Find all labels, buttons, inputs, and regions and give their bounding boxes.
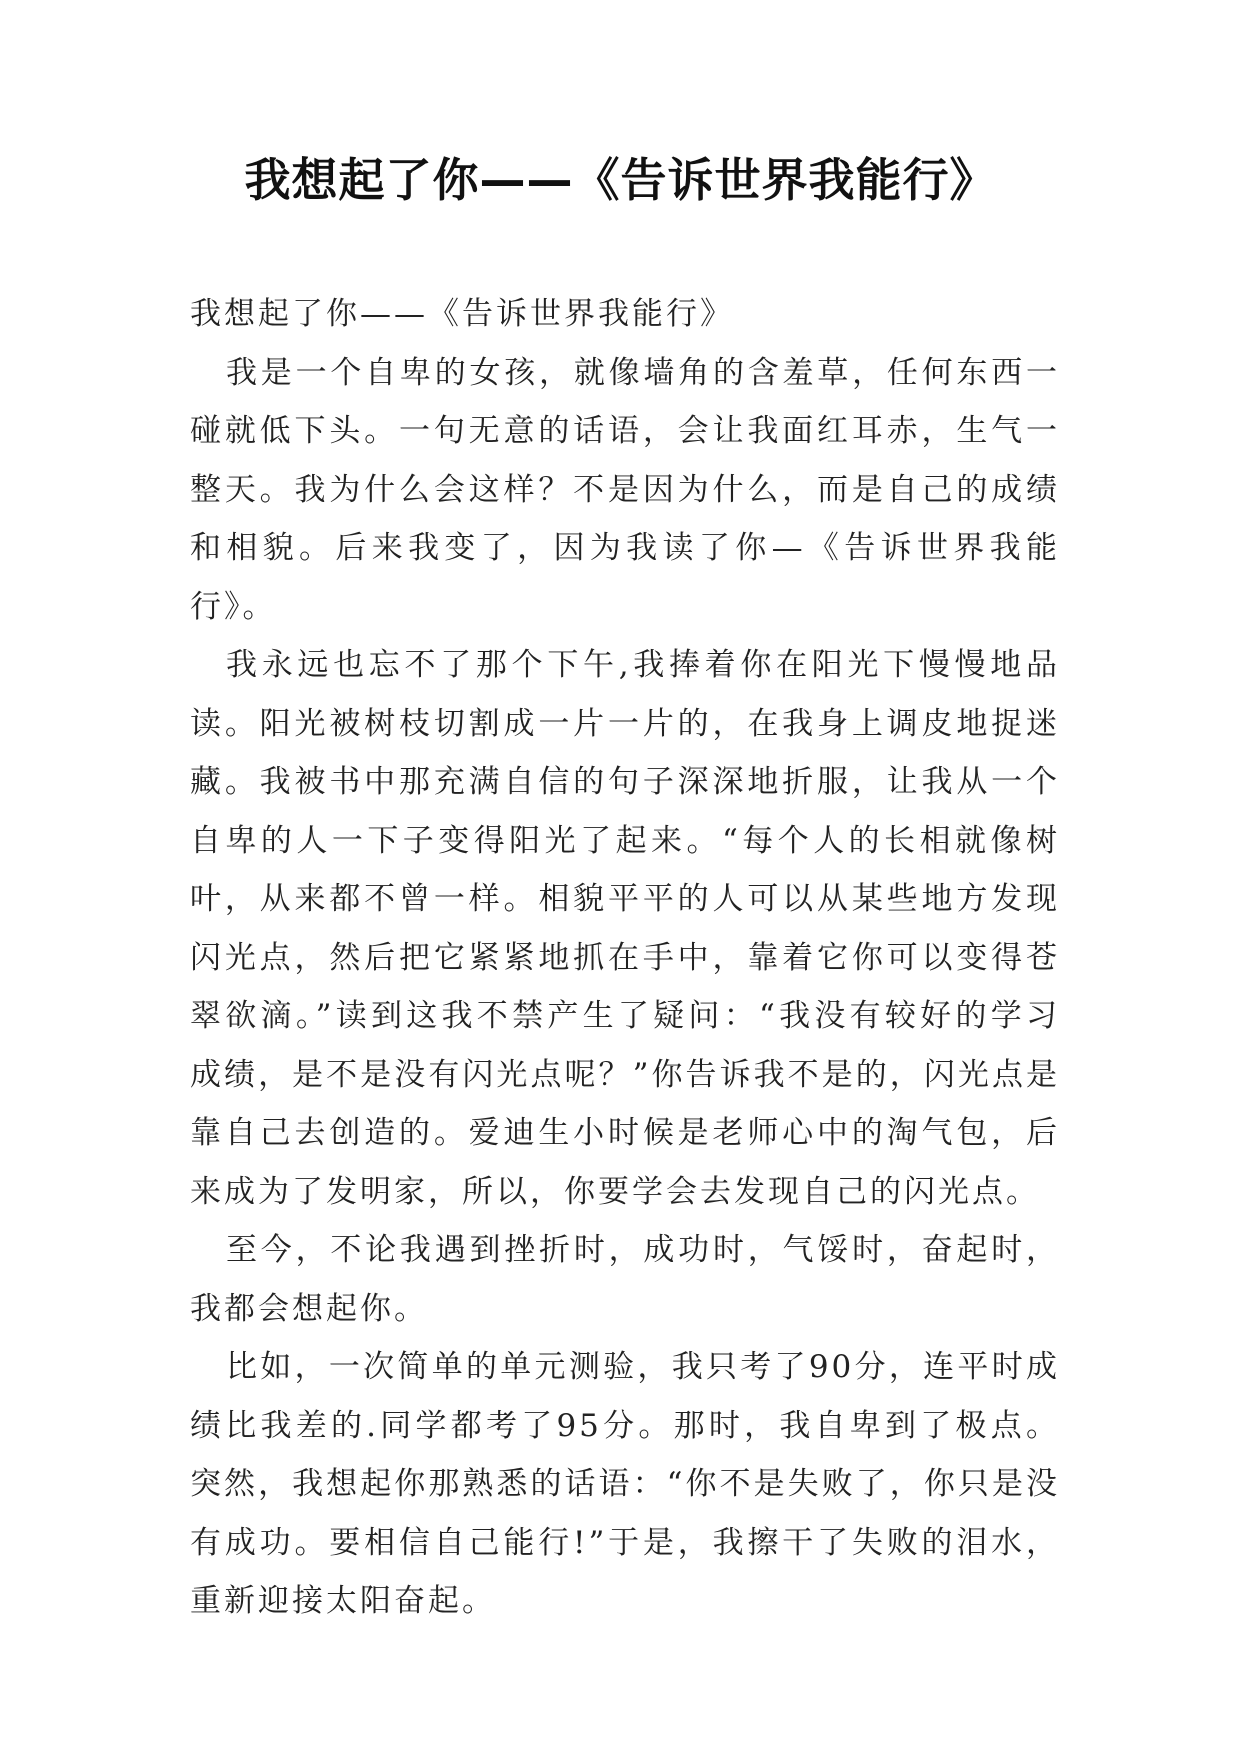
paragraph-3: 至今，不论我遇到挫折时，成功时，气馁时，奋起时，我都会想起你。 (190, 1232, 1060, 1327)
document-body (190, 285, 1060, 1631)
paragraph-2: 我永远也忘不了那个下午,我捧着你在阳光下慢慢地品读。阳光被树枝切割成一片一片的，在我身上调皮地捉迷藏。我被书中那充满自信的句子深深地折服，让我从一个自卑的人一下子变得阳光了起来。“每个人的长相就像树叶，从来都不曾一样。相貌平平的人可以从某些地方发现闪光点，然后把它紧紧地抓在手中，靠着它你可以变得苍翠欲滴。”读到这我不禁产生了疑问：“我没有较好的学习成绩，是不是没有闪光点呢？”你告诉我不是的，闪光点是靠自己去创造的。爱迪生小时候是老师心中的淘气包，后来成为了发明家，所以，你要学会去发现自己的闪光点。 (190, 647, 1060, 1210)
document-title: 我想起了你——《告诉世界我能行》 (244, 153, 997, 207)
body-heading-line: 我想起了你——《告诉世界我能行》 (190, 296, 734, 332)
paragraph-4: 比如，一次简单的单元测验，我只考了90分，连平时成绩比我差的.同学都考了95分。那时，我自卑到了极点。突然，我想起你那熟悉的话语：“你不是失败了，你只是没有成功。要相信自己能行!”于是，我擦干了失败的泪水，重新迎接太阳奋起。 (190, 1349, 1060, 1619)
paragraph-1: 我是一个自卑的女孩，就像墙角的含羞草，任何东西一碰就低下头。一句无意的话语，会让我面红耳赤，生气一整天。我为什么会这样？不是因为什么，而是自己的成绩和相貌。后来我变了，因为我读了你—《告诉世界我能行》。 (190, 354, 1060, 625)
